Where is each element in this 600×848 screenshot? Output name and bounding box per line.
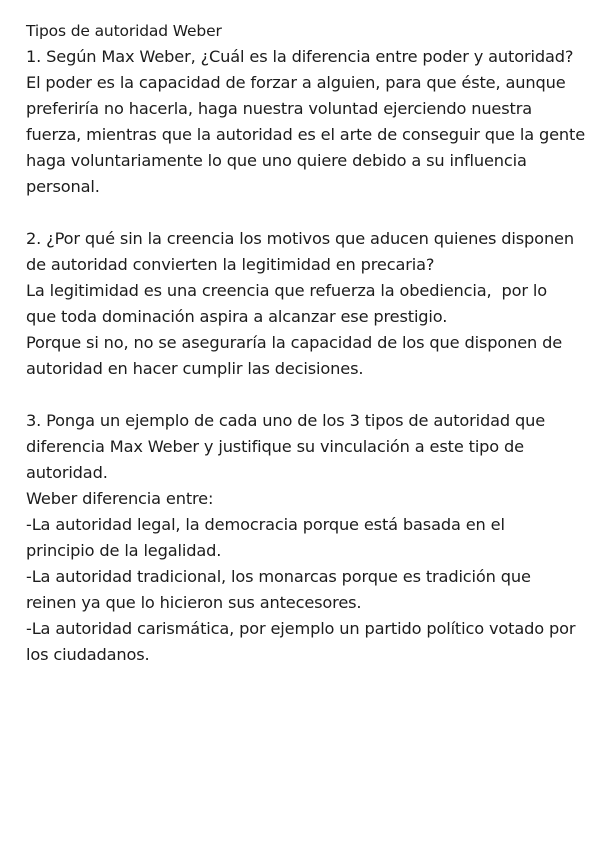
section-3-line-8: reinen ya que lo hicieron sus antecesores. — [26, 593, 362, 612]
section-1-line-4: fuerza, mientras que la autoridad es el arte de conseguir que la gente — [26, 125, 586, 144]
document-title: Tipos de autoridad Weber — [26, 22, 222, 40]
section-1-line-2: El poder es la capacidad de forzar a alguien, para que éste, aunque — [26, 73, 566, 92]
section-2-line-1: 2. ¿Por qué sin la creencia los motivos que aducen quienes disponen — [26, 229, 574, 248]
section-1-line-1: 1. Según Max Weber, ¿Cuál es la diferencia entre poder y autoridad? — [26, 47, 574, 66]
section-3-line-2: diferencia Max Weber y justifique su vinculación a este tipo de — [26, 437, 524, 456]
section-3-line-5: -La autoridad legal, la democracia porque está basada en el — [26, 515, 505, 534]
section-2 — [26, 226, 586, 382]
section-3-line-3: autoridad. — [26, 463, 108, 482]
section-2-line-3: La legitimidad es una creencia que refuerza la obediencia, por lo — [26, 281, 547, 300]
section-spacer — [26, 200, 586, 226]
section-3-line-4: Weber diferencia entre: — [26, 489, 214, 508]
section-3-line-1: 3. Ponga un ejemplo de cada uno de los 3 tipos de autoridad que — [26, 411, 546, 430]
section-2-line-4: que toda dominación aspira a alcanzar ese prestigio. — [26, 307, 448, 326]
section-1-line-5: haga voluntariamente lo que uno quiere debido a su influencia — [26, 151, 527, 170]
section-3-line-9: -La autoridad carismática, por ejemplo un partido político votado por — [26, 619, 576, 638]
section-2-line-2: de autoridad convierten la legitimidad en precaria? — [26, 255, 435, 274]
section-3-line-7: -La autoridad tradicional, los monarcas porque es tradición que — [26, 567, 531, 586]
section-2-line-6: autoridad en hacer cumplir las decisiones. — [26, 359, 364, 378]
section-3-line-6: principio de la legalidad. — [26, 541, 222, 560]
section-1 — [26, 44, 586, 200]
section-spacer — [26, 382, 586, 408]
section-3 — [26, 408, 586, 668]
section-3-line-10: los ciudadanos. — [26, 645, 150, 664]
section-1-line-6: personal. — [26, 177, 100, 196]
section-1-line-3: preferiría no hacerla, haga nuestra voluntad ejerciendo nuestra — [26, 99, 532, 118]
section-2-line-5: Porque si no, no se aseguraría la capacidad de los que disponen de — [26, 333, 563, 352]
document-page — [26, 18, 586, 668]
